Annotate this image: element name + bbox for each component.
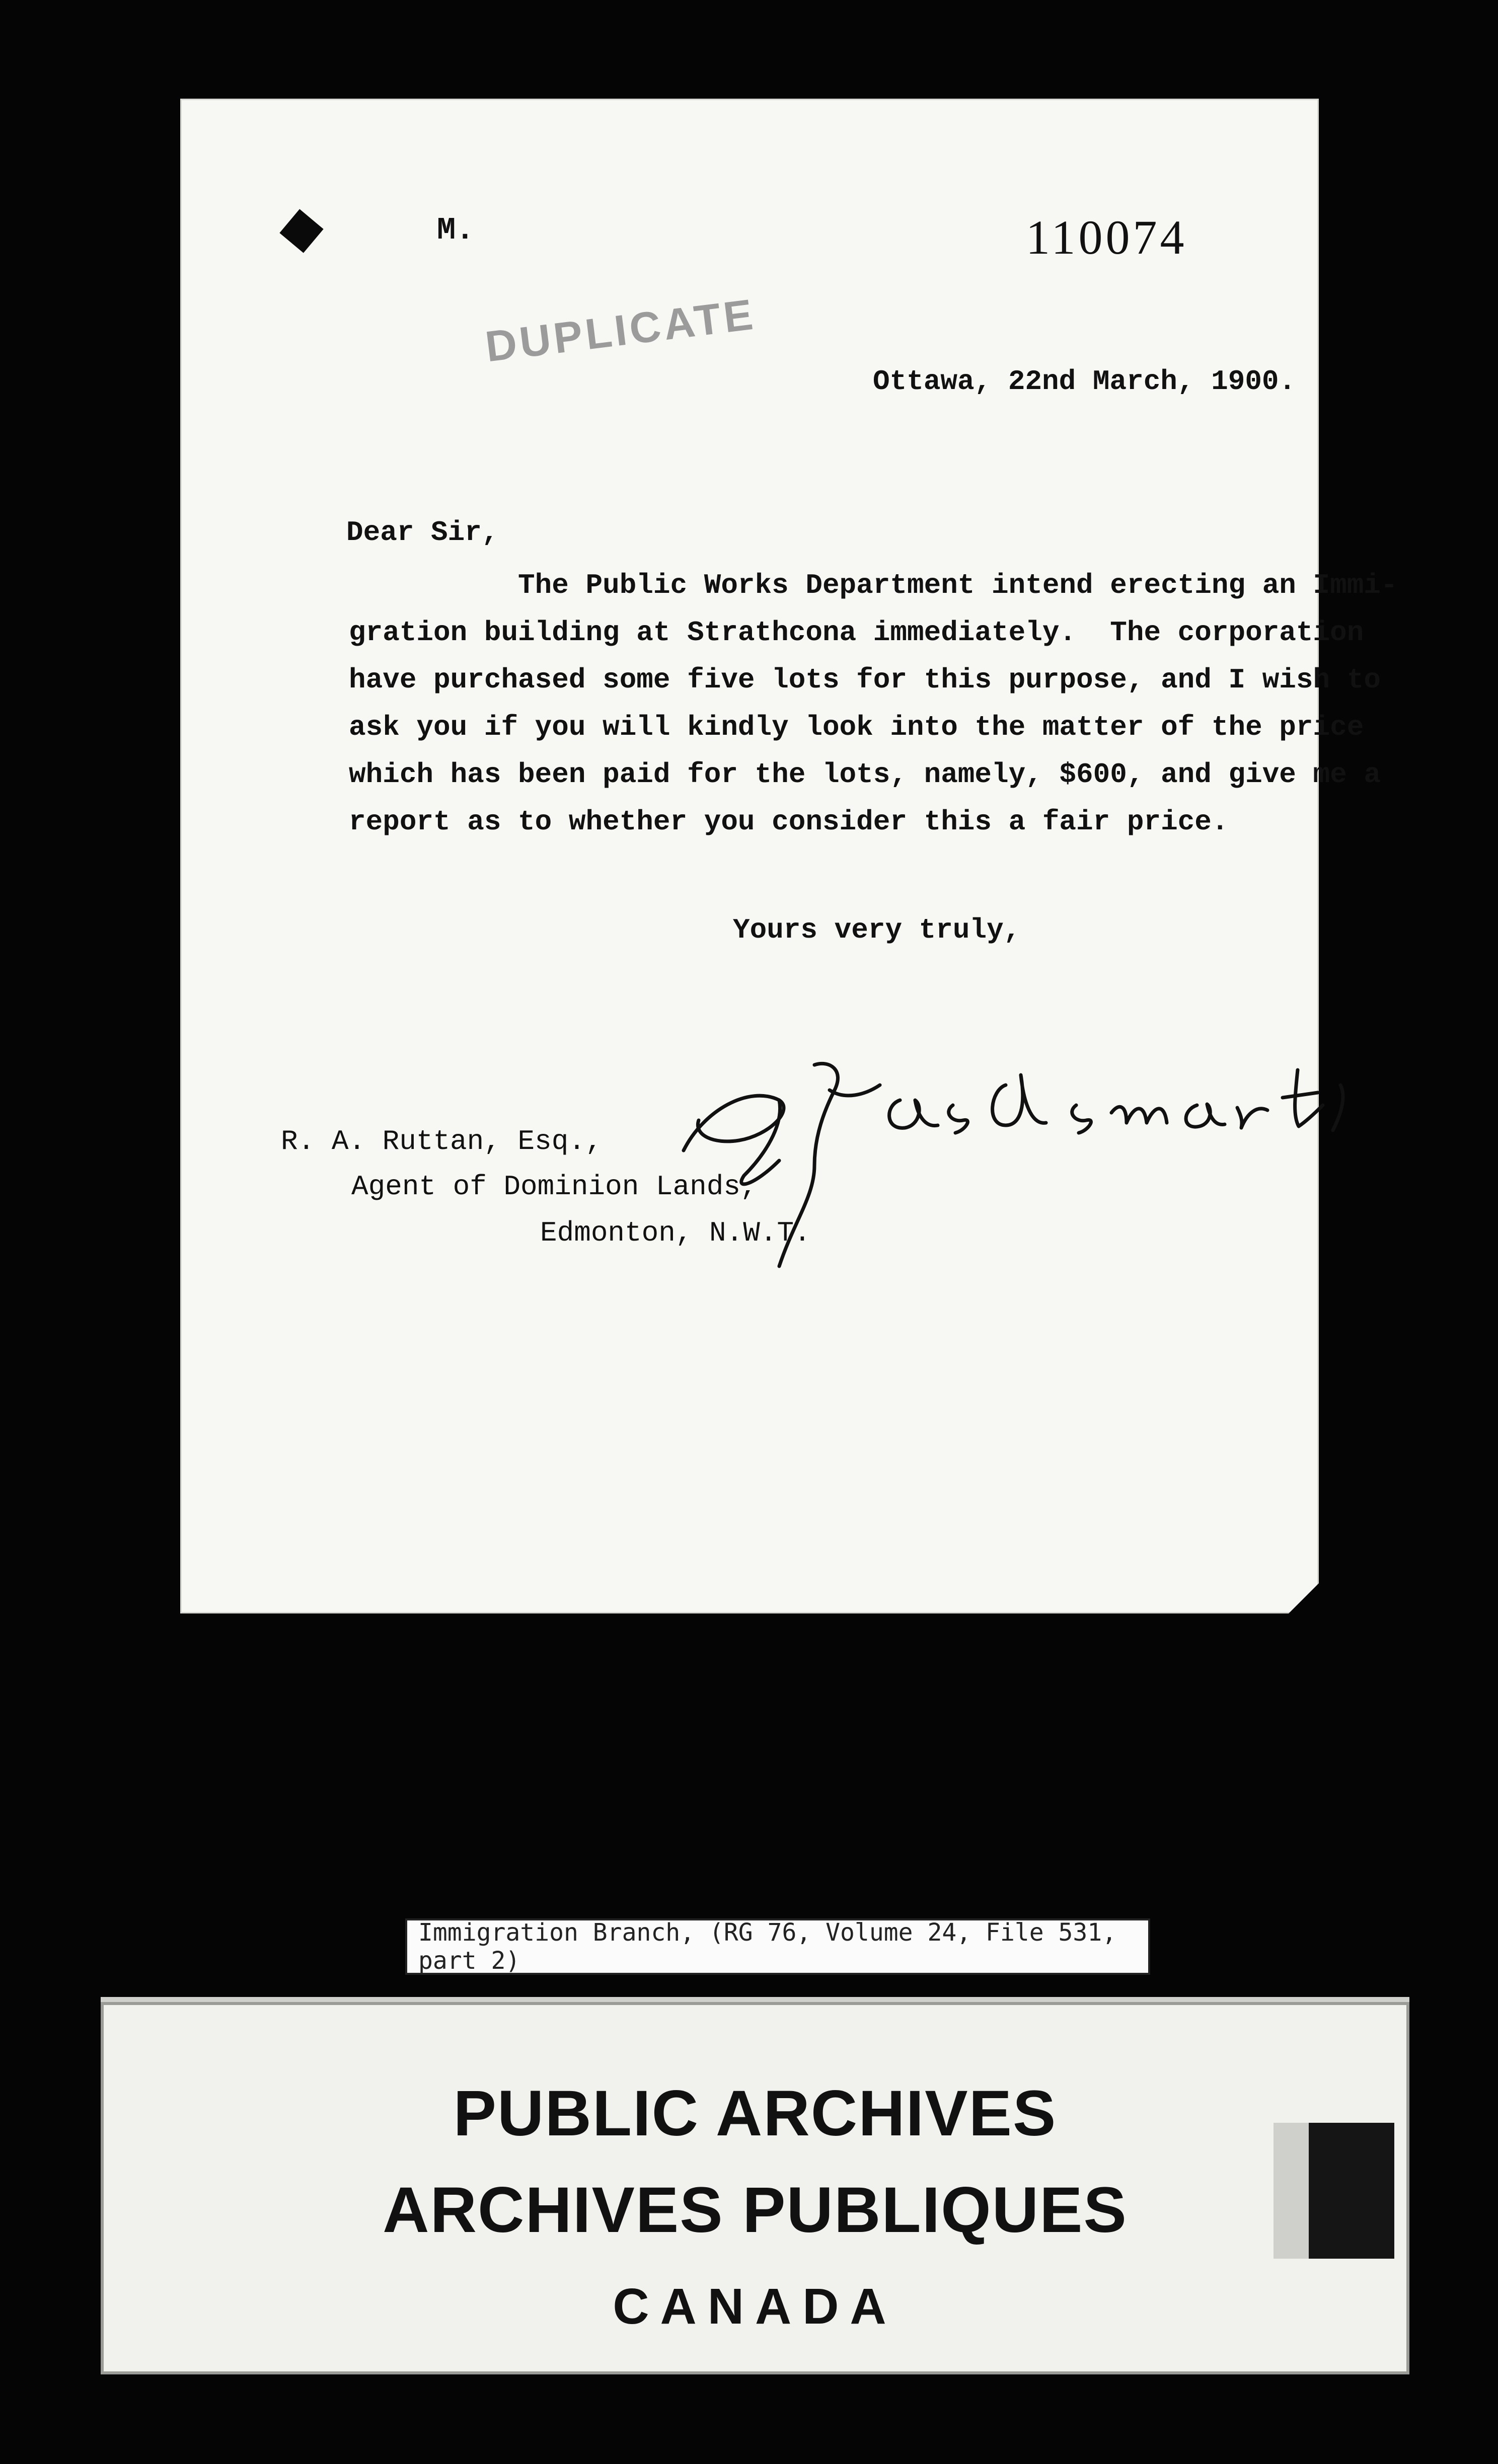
addressee-location: Edmonton, N.W.T. (540, 1217, 811, 1249)
body-line: gration building at Strathcona immediately. The corporation (349, 617, 1364, 649)
body-line: The Public Works Department intend erecting an Immi- (349, 569, 1398, 601)
duplicate-stamp: DUPLICATE (483, 290, 759, 371)
archives-card (101, 1997, 1409, 2374)
archives-title-fr: ARCHIVES PUBLIQUES (383, 2174, 1128, 2246)
body-line: ask you if you will kindly look into the matter of the price (349, 711, 1364, 743)
file-number: 110074 (1026, 210, 1187, 264)
letter-body (349, 562, 1398, 845)
archives-country: CANADA (613, 2278, 897, 2335)
letter-page (180, 99, 1398, 1613)
body-line: which has been paid for the lots, namely, $600, and give me a (349, 758, 1381, 791)
body-line: report as to whether you consider this a fair price. (349, 806, 1229, 838)
closing: Yours very truly, (733, 914, 1021, 946)
dateline: Ottawa, 22nd March, 1900. (873, 365, 1296, 398)
torn-corner (1289, 1583, 1319, 1613)
marginal-mark: M. (437, 212, 475, 248)
addressee-title: Agent of Dominion Lands, (351, 1171, 758, 1203)
body-line: have purchased some five lots for this purpose, and I wish to (349, 664, 1381, 696)
addressee-name: R. A. Ruttan, Esq., (281, 1125, 603, 1158)
salutation: Dear Sir, (346, 516, 499, 549)
fastener-hole (279, 209, 323, 253)
archival-reference-label: Immigration Branch, (RG 76, Volume 24, File 531, part 2) (405, 1918, 1150, 1975)
archives-title-en: PUBLIC ARCHIVES (453, 2077, 1057, 2149)
